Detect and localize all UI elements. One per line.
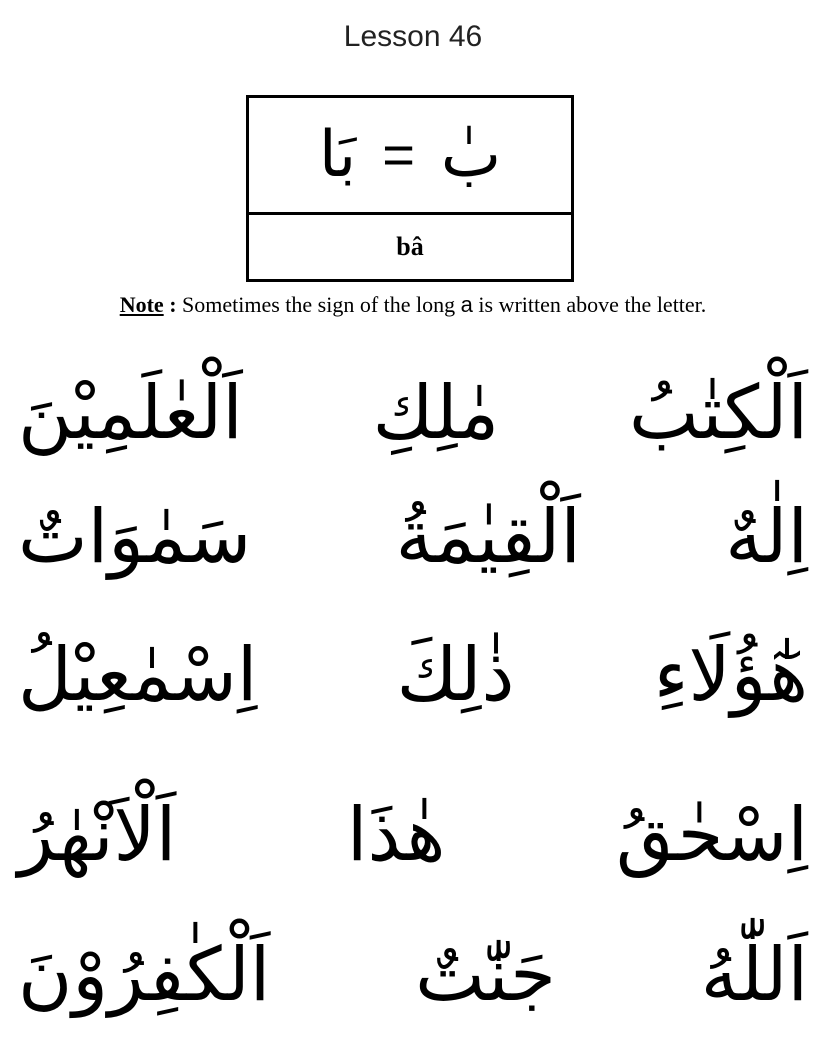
note-label: Note	[119, 292, 164, 317]
word-line-2	[18, 482, 808, 592]
note-text-before: Sometimes the sign of the long	[176, 292, 461, 317]
arabic-word: اِسْحٰقُ	[615, 792, 808, 878]
arabic-word: سَمٰوَاتٌ	[18, 494, 252, 580]
arabic-word: ذٰلِكَ	[396, 632, 515, 718]
note-colon: :	[169, 292, 177, 317]
page-title: Lesson 46	[343, 20, 483, 53]
note-text-after: is written above the letter.	[472, 292, 707, 317]
arabic-word: هٰٓؤُلَاءِ	[653, 632, 808, 718]
right-glyph: بٰ	[440, 118, 502, 192]
equals-sign: =	[382, 123, 415, 186]
arabic-word: جَنّٰتٌ	[415, 932, 556, 1018]
word-line-1	[18, 358, 808, 468]
arabic-word: اَلْعٰلَمِيْنَ	[18, 370, 243, 456]
note-letter: a	[460, 292, 473, 317]
note	[0, 292, 826, 318]
arabic-word: اَلْكِتٰبُ	[629, 370, 808, 456]
letter-box-glyph-row	[249, 98, 571, 215]
arabic-word: مٰلِكِ	[372, 370, 500, 456]
arabic-word: اِسْمٰعِيْلُ	[18, 632, 258, 718]
letter-box-transliteration: bâ	[396, 232, 424, 261]
arabic-word: اَلْقِيٰمَةُ	[395, 494, 581, 580]
word-line-3	[18, 620, 808, 730]
arabic-word: اِلٰهٌ	[725, 494, 808, 580]
arabic-word: اَلْكٰفِرُوْنَ	[18, 932, 271, 1018]
arabic-word: اَللّٰهُ	[700, 932, 808, 1018]
arabic-word: هٰذَا	[346, 792, 446, 878]
word-line-5	[18, 920, 808, 1030]
word-line-4	[18, 780, 808, 890]
arabic-word: اَلْاَنْهٰرُ	[18, 792, 177, 878]
letter-box	[246, 95, 574, 282]
left-glyph: بَا	[318, 118, 357, 192]
